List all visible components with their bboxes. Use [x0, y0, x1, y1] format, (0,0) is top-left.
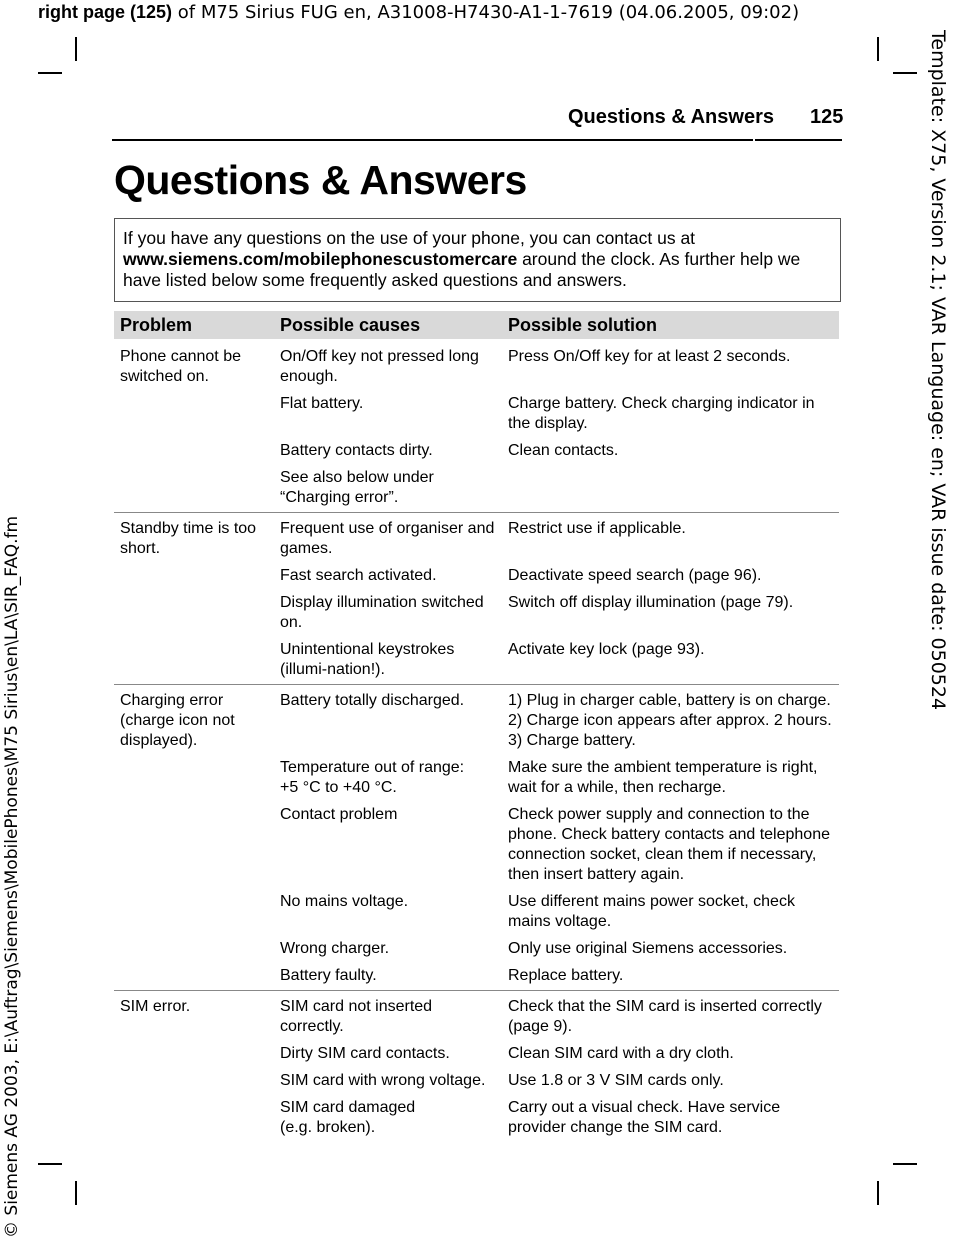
problem-cell — [114, 563, 274, 590]
solution-cell — [502, 465, 839, 513]
solution-cell: Switch off display illumination (page 79). — [508, 594, 794, 611]
table-row — [114, 1095, 839, 1142]
problem-cell: Phone cannot be switched on. — [120, 348, 241, 385]
table-row — [114, 438, 839, 465]
solution-cell: Make sure the ambient temperature is right, wait for a while, then recharge. — [508, 759, 818, 796]
table-row — [114, 590, 839, 637]
solution-cell: Carry out a visual check. Have service provider change the SIM card. — [508, 1099, 781, 1136]
cause-cell: SIM card damaged (e.g. broken). — [280, 1099, 416, 1136]
solution-cell: Use 1.8 or 3 V SIM cards only. — [508, 1072, 724, 1089]
problem-cell: Charging error (charge icon not displayed). — [114, 685, 274, 756]
table-row — [114, 685, 839, 756]
cause-cell: Battery faulty. — [280, 967, 377, 984]
table-header-row — [114, 311, 839, 339]
cause-cell: Battery totally discharged. — [274, 685, 502, 756]
crop-mark — [38, 1163, 62, 1165]
cause-cell: Dirty SIM card contacts. — [280, 1045, 450, 1062]
cause-cell: Contact problem — [280, 806, 398, 823]
template-info-text: Template: X75, Version 2.1; VAR Language: en; VAR issue date: 050524 — [927, 30, 949, 711]
running-head: Questions & Answers — [568, 106, 774, 128]
cause-cell: See also below under “Charging error”. — [280, 469, 434, 506]
page-title: Questions & Answers — [114, 157, 527, 203]
solution-cell: Only use original Siemens accessories. — [508, 940, 788, 957]
cause-cell: Battery contacts dirty. — [280, 442, 433, 459]
table-row — [114, 1068, 839, 1095]
problem-cell: Standby time is too short. — [114, 513, 274, 564]
cause-cell: SIM card with wrong voltage. — [280, 1072, 486, 1089]
table-row — [114, 339, 839, 391]
problem-cell — [114, 391, 274, 438]
file-path-vertical — [0, 515, 30, 1240]
crop-mark — [877, 37, 879, 61]
table-row — [114, 936, 839, 963]
file-path-text: © Siemens AG 2003, E:\Auftrag\Siemens\MobilePhones\M75 Sirius\en\LA\SIR_FAQ.fm — [2, 515, 22, 1238]
table-row — [114, 802, 839, 889]
table-row — [114, 637, 839, 685]
column-header-causes: Possible causes — [274, 311, 502, 339]
solution-cell: Activate key lock (page 93). — [508, 641, 705, 658]
crop-mark — [38, 72, 62, 74]
table-row — [114, 563, 839, 590]
problem-cell — [114, 1041, 274, 1068]
cause-cell: Frequent use of organiser and games. — [274, 513, 502, 564]
problem-cell — [114, 637, 274, 685]
cause-cell: Temperature out of range: +5 °C to +40 °C. — [280, 759, 465, 796]
solution-cell: Deactivate speed search (page 96). — [508, 567, 762, 584]
cause-cell: SIM card not inserted correctly. — [274, 991, 502, 1042]
crop-mark — [893, 72, 917, 74]
solution-cell: Replace battery. — [508, 967, 624, 984]
problem-cell — [114, 1068, 274, 1095]
crop-mark — [75, 1181, 77, 1205]
header-rule-gap — [753, 137, 755, 143]
table-row — [114, 1041, 839, 1068]
slug-bold: right page (125) — [38, 2, 173, 22]
header-rule — [112, 139, 842, 141]
solution-cell: 1) Plug in charger cable, battery is on charge. 2) Charge icon appears after approx. 2 hours. 3) Charge battery. — [502, 685, 839, 756]
solution-cell: Use different mains power socket, check mains voltage. — [508, 893, 795, 930]
table-row — [114, 755, 839, 802]
table-row — [114, 963, 839, 991]
template-info-vertical — [925, 30, 954, 710]
cause-cell: Wrong charger. — [280, 940, 390, 957]
faq-table — [114, 311, 839, 1142]
intro-box — [114, 218, 841, 302]
solution-cell: Charge battery. Check charging indicator in the display. — [508, 395, 815, 432]
problem-cell — [114, 755, 274, 802]
column-header-problem: Problem — [114, 311, 274, 339]
problem-cell — [114, 465, 274, 513]
problem-cell — [114, 889, 274, 936]
problem-cell — [114, 438, 274, 465]
cause-cell: No mains voltage. — [280, 893, 409, 910]
cause-cell: Fast search activated. — [280, 567, 437, 584]
cause-cell: Flat battery. — [280, 395, 364, 412]
solution-cell: Clean SIM card with a dry cloth. — [508, 1045, 734, 1062]
intro-text-before: If you have any questions on the use of your phone, you can contact us at — [123, 228, 696, 248]
intro-text-after: around the clock. As further help we have listed below some frequently asked questions and answers. — [123, 249, 801, 290]
crop-mark — [877, 1181, 879, 1205]
crop-mark — [75, 37, 77, 61]
problem-cell — [114, 963, 274, 991]
table-row — [114, 465, 839, 513]
table-row — [114, 513, 839, 564]
slug-rest: of M75 Sirius FUG en, A31008-H7430-A1-1-7619 (04.06.2005, 09:02) — [172, 2, 800, 23]
problem-cell — [114, 1095, 274, 1142]
table-row — [114, 889, 839, 936]
solution-cell: Check that the SIM card is inserted correctly (page 9). — [502, 991, 839, 1042]
solution-cell: Restrict use if applicable. — [502, 513, 839, 564]
table-row — [114, 991, 839, 1042]
page-number: 125 — [810, 106, 844, 128]
cause-cell: On/Off key not pressed long enough. — [280, 348, 479, 385]
support-link[interactable]: www.siemens.com/mobilephonescustomercare — [123, 249, 518, 269]
cause-cell: Unintentional keystrokes (illumi-nation!). — [280, 641, 455, 678]
problem-cell — [114, 802, 274, 889]
cause-cell: Display illumination switched on. — [280, 594, 484, 631]
problem-cell — [114, 590, 274, 637]
problem-cell: SIM error. — [114, 991, 274, 1042]
solution-cell: Clean contacts. — [508, 442, 619, 459]
table-row — [114, 391, 839, 438]
solution-cell: Press On/Off key for at least 2 seconds. — [508, 348, 791, 365]
faq-table-body — [114, 339, 839, 1142]
column-header-solution: Possible solution — [502, 311, 839, 339]
document-slug — [38, 2, 799, 24]
problem-cell — [114, 936, 274, 963]
solution-cell: Check power supply and connection to the phone. Check battery contacts and telephone connection socket, clean them if necessary, then insert battery again. — [508, 806, 830, 883]
crop-mark — [893, 1163, 917, 1165]
